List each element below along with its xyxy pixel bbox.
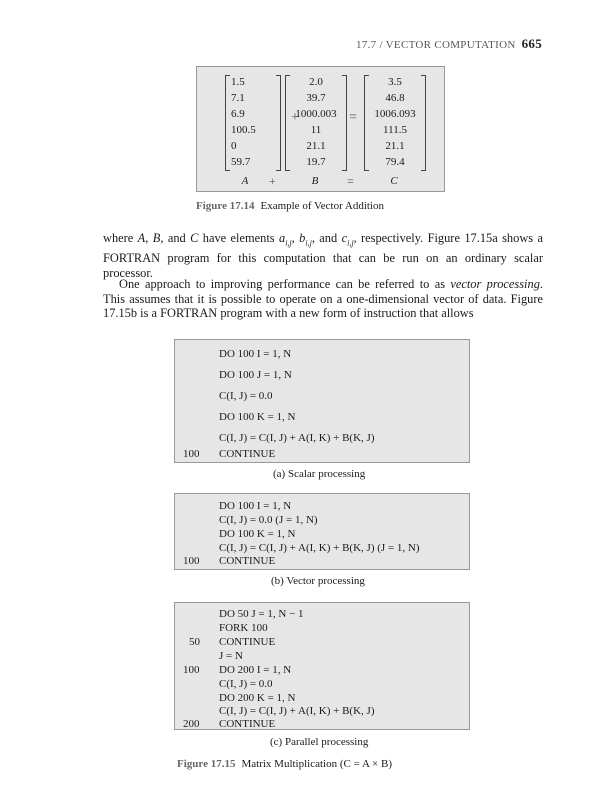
vector-b-value: 2.0 (309, 76, 323, 88)
math-var: c (341, 231, 348, 245)
figure-caption-text: Example of Vector Addition (260, 200, 384, 212)
math-subscript: i,j (347, 238, 354, 248)
vector-c-value: 1006.093 (374, 108, 416, 120)
code-line: FORK 100 (219, 622, 268, 634)
vector-b-value: 1000.003 (295, 108, 337, 120)
code-line: DO 100 K = 1, N (219, 528, 296, 540)
vector-a-value: 1.5 (231, 76, 245, 88)
text-run: have elements (198, 231, 279, 245)
math-var: A (137, 231, 146, 245)
vector-code-box (174, 493, 470, 570)
emphasis-term: vector processing (450, 277, 540, 291)
vector-a-value: 0 (231, 140, 237, 152)
label-a: A (241, 175, 249, 187)
text-run: . This assumes that it is possible to operate on a one-dimensional vector of data. Figure 17.15b is a FORTRAN program with a new form of instruction that allows (103, 277, 543, 321)
scalar-caption: (a) Scalar processing (273, 468, 366, 480)
code-line: C(I, J) = C(I, J) + A(I, K) + B(K, J) (219, 705, 375, 717)
figure-number: Figure 17.15 (177, 758, 236, 770)
vector-b-value: 21.1 (306, 140, 326, 152)
code-line: DO 50 J = 1, N − 1 (219, 608, 304, 620)
vector-c-value: 3.5 (388, 76, 402, 88)
vector-a-value: 59.7 (231, 156, 251, 168)
vector-b (285, 75, 347, 171)
plus-sign: + (291, 110, 299, 125)
figure-17-14-caption (196, 200, 384, 212)
vector-a-value: 100.5 (231, 124, 256, 136)
figure-number: Figure 17.14 (196, 200, 255, 212)
text-run: where (103, 231, 138, 245)
text-run: , and (160, 231, 191, 245)
code-line: DO 100 J = 1, N (219, 369, 292, 381)
text-run: , (291, 231, 300, 245)
code-line: C(I, J) = C(I, J) + A(I, K) + B(K, J) (219, 432, 375, 444)
math-var: C (190, 231, 199, 245)
page-number: 665 (521, 36, 542, 51)
text-run: One approach to improving performance can be referred to as (119, 277, 451, 291)
vector-addition-figure (196, 66, 445, 192)
code-line: DO 200 I = 1, N (219, 664, 292, 676)
code-line: DO 200 K = 1, N (219, 692, 296, 704)
text-run: , respectively. Figure 17.15a shows a FORTRAN program for this computation that can be run on an ordinary scalar processor. (103, 231, 543, 280)
code-line: DO 100 I = 1, N (219, 348, 292, 360)
statement-label: 100 (183, 448, 200, 460)
code-line: J = N (219, 650, 243, 662)
code-line: C(I, J) = C(I, J) + A(I, K) + B(K, J) (J = 1, N) (219, 542, 420, 554)
vector-c-value: 79.4 (385, 156, 405, 168)
paragraph-1 (103, 231, 543, 280)
vector-c-value: 46.8 (385, 92, 405, 104)
code-line: CONTINUE (219, 555, 276, 567)
math-var: B (152, 231, 161, 245)
label-equals: = (347, 174, 354, 188)
text-run: , (145, 231, 153, 245)
vector-a (225, 75, 281, 171)
code-line: DO 100 K = 1, N (219, 411, 296, 423)
figure-caption-text: Matrix Multiplication (C = A × B) (241, 758, 392, 770)
vector-a-value: 6.9 (231, 108, 245, 120)
code-line: C(I, J) = 0.0 (219, 678, 273, 690)
equals-sign: = (349, 110, 357, 125)
statement-label: 50 (189, 636, 200, 648)
scalar-code-box (174, 339, 470, 463)
math-var: b (299, 231, 306, 245)
vector-b-value: 19.7 (306, 156, 326, 168)
running-header (356, 36, 542, 52)
statement-label: 100 (183, 664, 200, 676)
label-b: B (311, 175, 319, 187)
text-run: , and (311, 231, 342, 245)
figure-17-15-caption (177, 758, 392, 770)
vector-a-value: 7.1 (231, 92, 245, 104)
label-c: C (390, 175, 398, 187)
statement-label: 100 (183, 555, 200, 567)
vector-b-value: 11 (310, 124, 322, 136)
vector-b-value: 39.7 (306, 92, 326, 104)
code-line: C(I, J) = 0.0 (J = 1, N) (219, 514, 318, 526)
label-plus: + (269, 174, 276, 188)
vector-c (364, 75, 426, 171)
code-line: CONTINUE (219, 636, 276, 648)
code-line: CONTINUE (219, 448, 276, 460)
math-subscript: i,j (285, 238, 292, 248)
code-line: C(I, J) = 0.0 (219, 390, 273, 402)
math-subscript: i,j (305, 238, 312, 248)
code-line: CONTINUE (219, 718, 276, 730)
vector-c-value: 21.1 (385, 140, 405, 152)
vector-caption: (b) Vector processing (271, 575, 365, 587)
parallel-code-box (174, 602, 470, 730)
vector-c-value: 111.5 (383, 124, 407, 136)
code-line: DO 100 I = 1, N (219, 500, 292, 512)
parallel-caption: (c) Parallel processing (270, 736, 369, 748)
running-title: 17.7 / VECTOR COMPUTATION (355, 39, 516, 51)
paragraph-2 (103, 277, 543, 321)
statement-label: 200 (183, 718, 200, 730)
math-var: a (279, 231, 286, 245)
